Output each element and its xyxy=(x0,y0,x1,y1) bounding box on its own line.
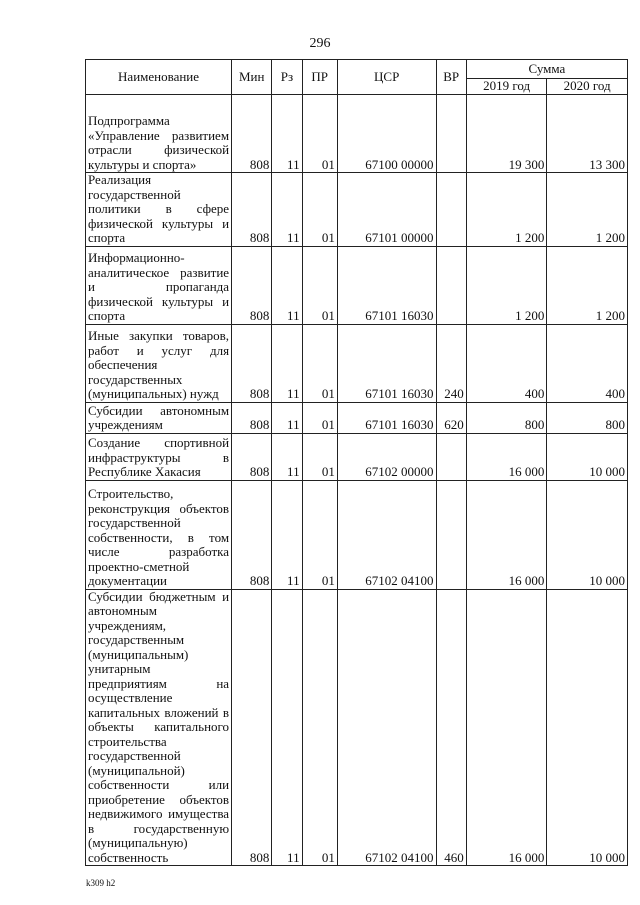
budget-table xyxy=(85,59,628,866)
row-vr: 460 xyxy=(436,589,466,866)
row-vr xyxy=(436,173,466,247)
table-row xyxy=(86,173,628,247)
row-2020: 400 xyxy=(547,324,628,402)
row-csr: 67102 00000 xyxy=(337,433,436,480)
row-name: Иные закупки товаров, работ и услуг для обеспечения государственных (муниципальных) нужд xyxy=(86,324,232,402)
header-2019: 2019 год xyxy=(466,79,547,95)
row-csr: 67101 00000 xyxy=(337,173,436,247)
row-vr xyxy=(436,433,466,480)
row-name: Субсидии автономным учреждениям xyxy=(86,402,232,433)
row-2019: 400 xyxy=(466,324,547,402)
header-min: Мин xyxy=(232,60,272,95)
row-2020: 1 200 xyxy=(547,246,628,324)
row-2020: 1 200 xyxy=(547,173,628,247)
row-rz: 11 xyxy=(272,402,302,433)
table-row xyxy=(86,402,628,433)
row-csr: 67102 04100 xyxy=(337,480,436,589)
table-row xyxy=(86,589,628,866)
row-min: 808 xyxy=(232,173,272,247)
row-2020: 800 xyxy=(547,402,628,433)
header-2020: 2020 год xyxy=(547,79,628,95)
row-vr xyxy=(436,480,466,589)
row-min: 808 xyxy=(232,246,272,324)
row-2020: 10 000 xyxy=(547,480,628,589)
row-name: Субсидии бюджетным и автономным учреждениям, государственным (муниципальным) унитарным предприятиям на осуществление капитальных вложений в объекты капитального строительства государственной (муниципальной) собственности или приобретение объектов недвижимого имущества в государственную (муниципальную) собственность xyxy=(86,589,232,866)
row-pr: 01 xyxy=(302,173,337,247)
row-pr: 01 xyxy=(302,433,337,480)
page-number: 296 xyxy=(309,36,331,51)
row-vr xyxy=(436,246,466,324)
row-csr: 67101 16030 xyxy=(337,402,436,433)
row-min: 808 xyxy=(232,95,272,173)
table-row xyxy=(86,480,628,589)
row-2019: 1 200 xyxy=(466,173,547,247)
row-vr xyxy=(436,95,466,173)
table-row xyxy=(86,433,628,480)
row-min: 808 xyxy=(232,433,272,480)
row-rz: 11 xyxy=(272,246,302,324)
row-name: Строительство, реконструкция объектов государственной собственности, в том числе разработка проектно-сметной документации xyxy=(86,480,232,589)
header-vr: ВР xyxy=(436,60,466,95)
row-name: Подпрограмма «Управление развитием отрасли физической культуры и спорта» xyxy=(86,95,232,173)
row-2019: 16 000 xyxy=(466,480,547,589)
row-rz: 11 xyxy=(272,173,302,247)
row-pr: 01 xyxy=(302,589,337,866)
footer-code: k309 h2 xyxy=(86,878,116,888)
row-vr: 620 xyxy=(436,402,466,433)
row-rz: 11 xyxy=(272,589,302,866)
row-min: 808 xyxy=(232,589,272,866)
row-2019: 19 300 xyxy=(466,95,547,173)
row-2019: 16 000 xyxy=(466,433,547,480)
table-row xyxy=(86,95,628,173)
row-pr: 01 xyxy=(302,246,337,324)
header-csr: ЦСР xyxy=(337,60,436,95)
row-pr: 01 xyxy=(302,95,337,173)
row-2020: 13 300 xyxy=(547,95,628,173)
table-row xyxy=(86,324,628,402)
row-rz: 11 xyxy=(272,324,302,402)
row-min: 808 xyxy=(232,480,272,589)
row-vr: 240 xyxy=(436,324,466,402)
row-name: Создание спортивной инфраструктуры в Республике Хакасия xyxy=(86,433,232,480)
table-row xyxy=(86,246,628,324)
row-name: Реализация государственной политики в сфере физической культуры и спорта xyxy=(86,173,232,247)
row-pr: 01 xyxy=(302,402,337,433)
row-2019: 800 xyxy=(466,402,547,433)
row-2019: 16 000 xyxy=(466,589,547,866)
row-pr: 01 xyxy=(302,480,337,589)
row-csr: 67100 00000 xyxy=(337,95,436,173)
row-min: 808 xyxy=(232,324,272,402)
row-rz: 11 xyxy=(272,433,302,480)
row-rz: 11 xyxy=(272,95,302,173)
row-rz: 11 xyxy=(272,480,302,589)
row-2020: 10 000 xyxy=(547,589,628,866)
row-2020: 10 000 xyxy=(547,433,628,480)
header-rz: Рз xyxy=(272,60,302,95)
header-name: Наименование xyxy=(86,60,232,95)
row-csr: 67101 16030 xyxy=(337,246,436,324)
row-2019: 1 200 xyxy=(466,246,547,324)
row-pr: 01 xyxy=(302,324,337,402)
row-name: Информационно-аналитическое развитие и пропаганда физической культуры и спорта xyxy=(86,246,232,324)
row-min: 808 xyxy=(232,402,272,433)
row-csr: 67101 16030 xyxy=(337,324,436,402)
header-pr: ПР xyxy=(302,60,337,95)
header-sum: Сумма xyxy=(466,60,627,79)
row-csr: 67102 04100 xyxy=(337,589,436,866)
